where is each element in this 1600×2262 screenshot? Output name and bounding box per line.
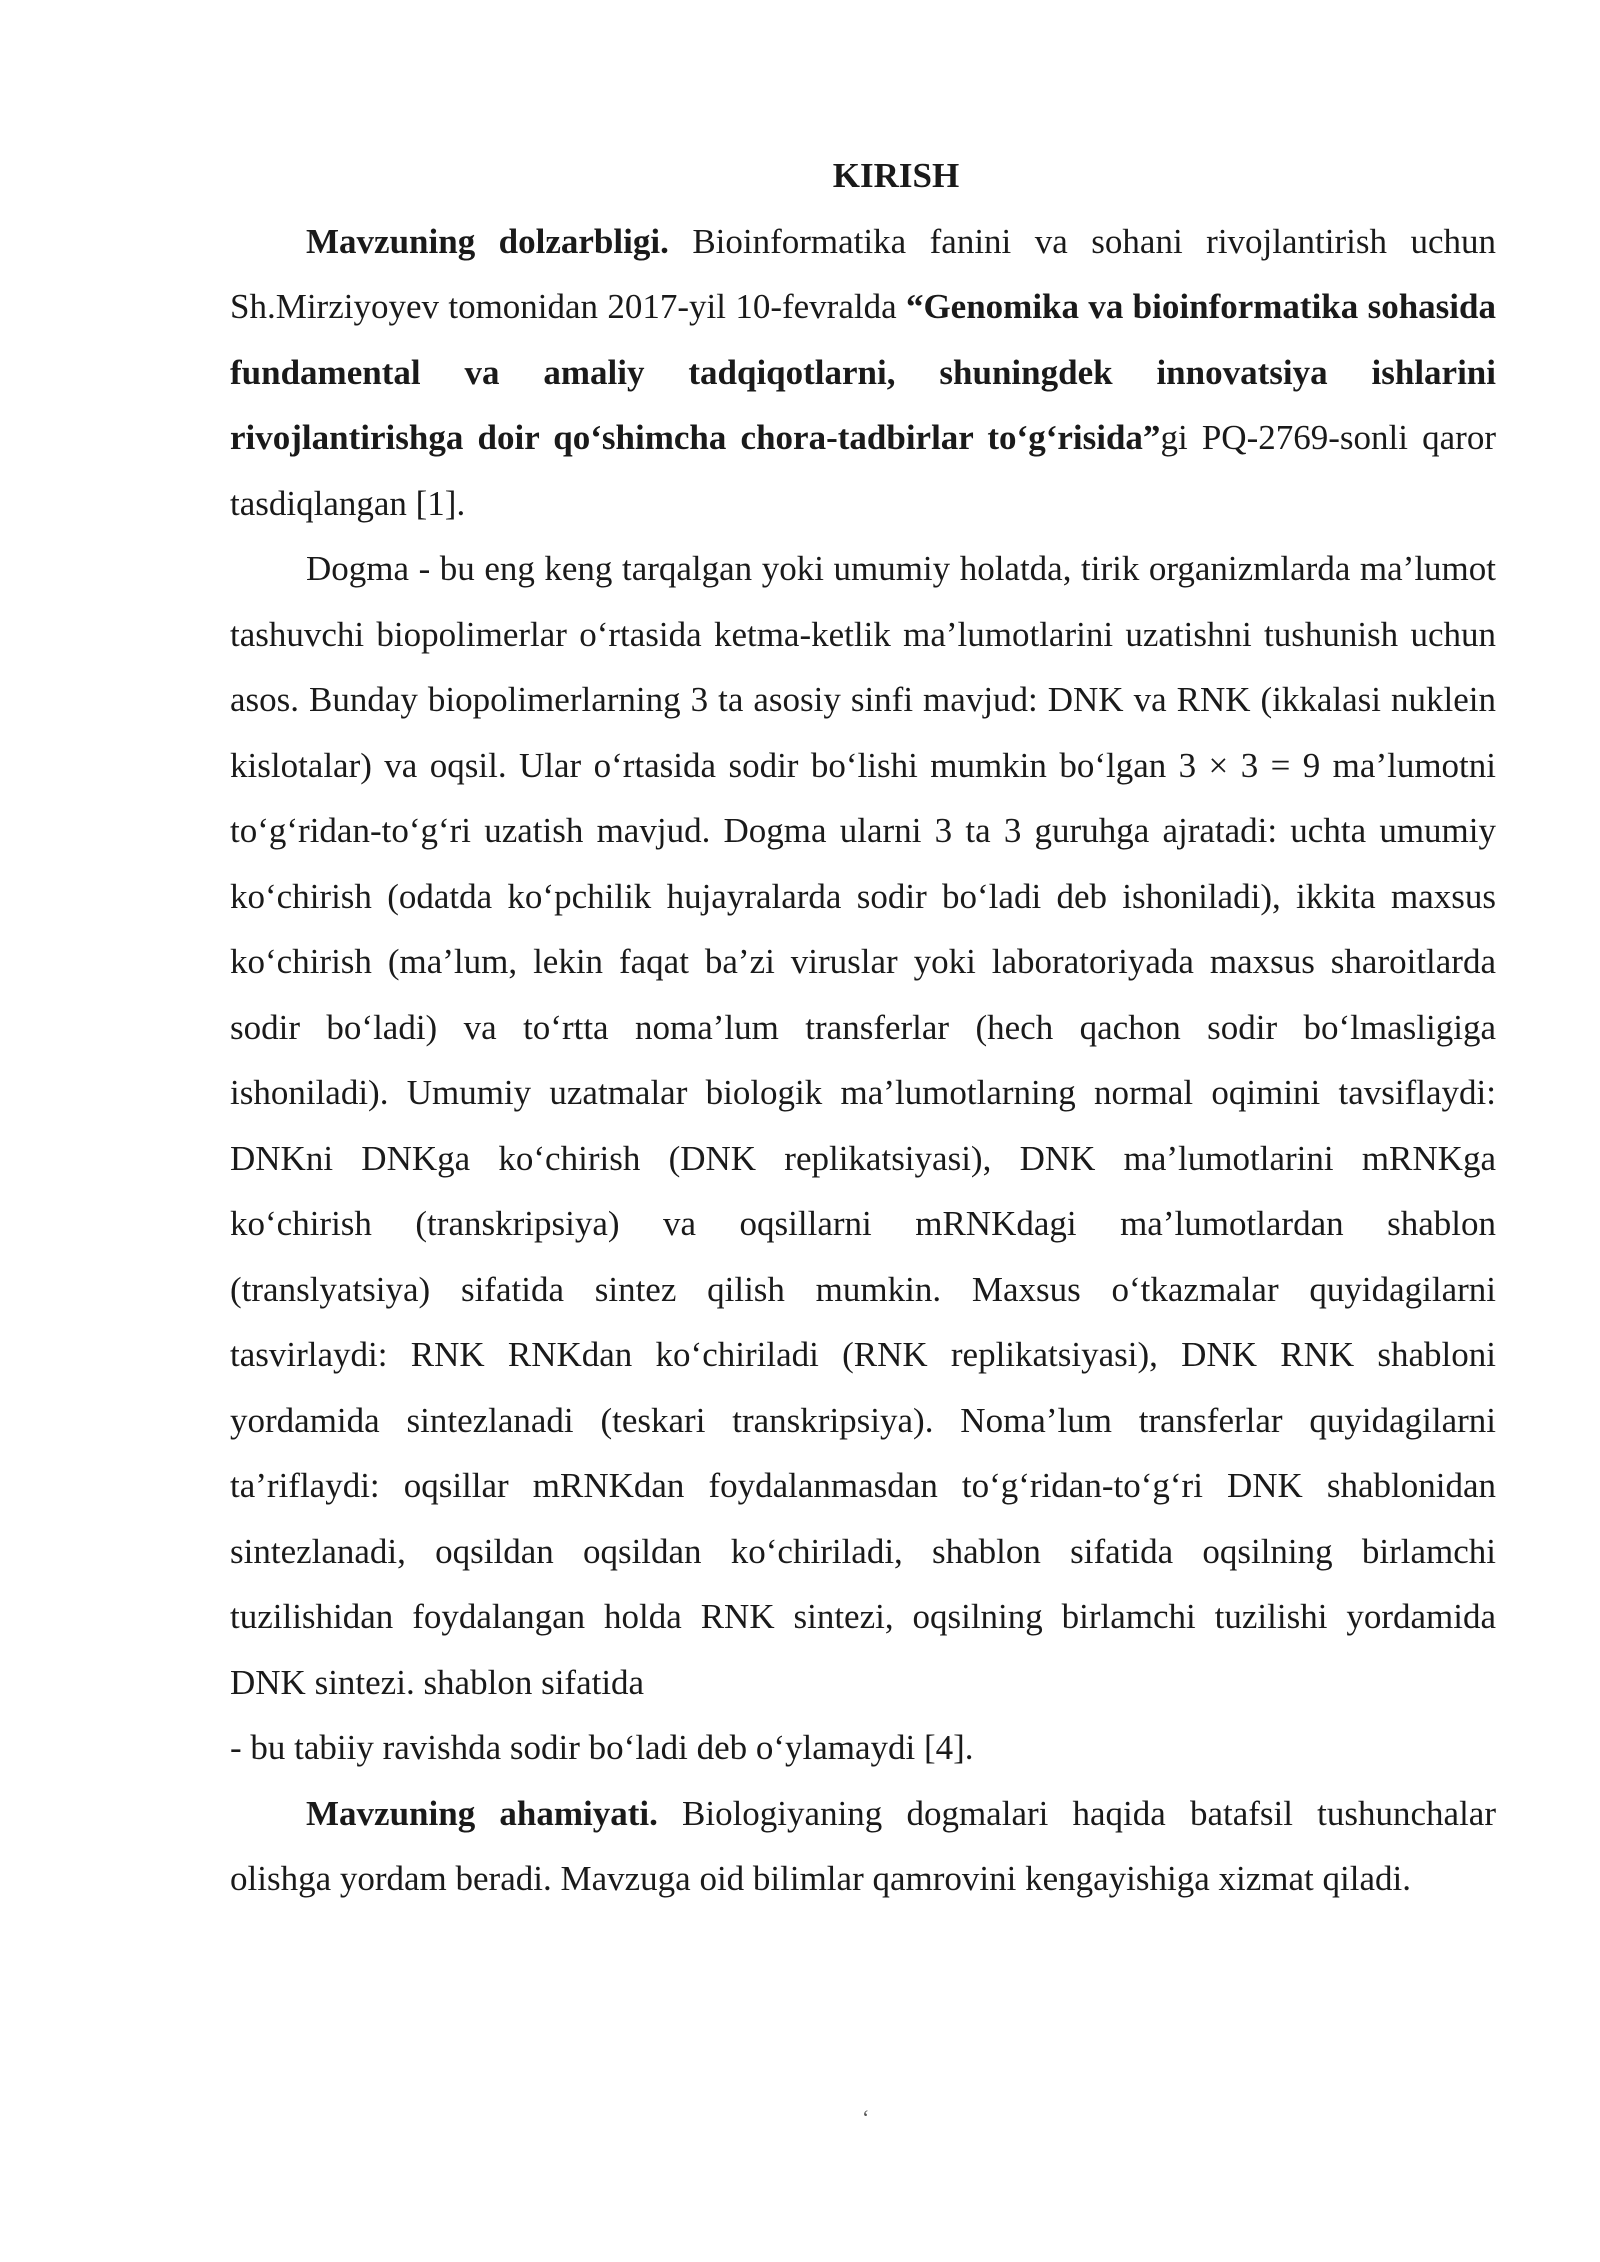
page-mark: ‘ — [862, 2105, 870, 2130]
significance-heading: Mavzuning ahamiyati. — [306, 1793, 658, 1833]
paragraph-relevance — [230, 209, 1496, 537]
relevance-text-2: gi PQ-2769-sonli qaror tasdiqlangan [1]. — [230, 418, 1496, 523]
page-title: KIRISH — [832, 156, 960, 195]
document-page — [230, 143, 1496, 1912]
paragraph-dogma: Dogma - bu eng keng tarqalgan yoki umumiy holatda, tirik organizmlarda ma’lumot tashuvchi biopolimerlar o‘rtasida ketma-ketlik ma’lumotlarini uzatishni tushunish uchun asos. Bunday biopolimerlarning 3 ta asosiy sinfi mavjud: DNK va RNK (ikkalasi nuklein kislotalar) va oqsil. Ular o‘rtasida sodir bo‘lishi mumkin bo‘lgan 3 × 3 = 9 ma’lumotni to‘g‘ridan-to‘g‘ri uzatish mavjud. Dogma ularni 3 ta 3 guruhga ajratadi: uchta umumiy ko‘chirish (odatda ko‘pchilik hujayralarda sodir bo‘ladi deb ishoniladi), ikkita maxsus ko‘chirish (ma’lum, lekin faqat ba’zi viruslar yoki laboratoriyada maxsus sharoitlarda sodir bo‘ladi) va to‘rtta noma’lum transferlar (hech qachon sodir bo‘lmasligiga ishoniladi). Umumiy uzatmalar biologik ma’lumotlarning normal oqimini tavsiflaydi: DNKni DNKga ko‘chirish (DNK replikatsiyasi), DNK ma’lumotlarini mRNKga ko‘chirish (transkripsiya) va oqsillarni mRNKdagi ma’lumotlardan shablon (translyatsiya) sifatida sintez qilish mumkin. Maxsus o‘tkazmalar quyidagilarni tasvirlaydi: RNK RNKdan ko‘chiriladi (RNK replikatsiyasi), DNK RNK shabloni yordamida sintezlanadi (teskari transkripsiya). Noma’lum transferlar quyidagilarni ta’riflaydi: oqsillar mRNKdan foydalanmasdan to‘g‘ridan-to‘g‘ri DNK shablonidan sintezlanadi, oqsildan oqsildan ko‘chiriladi, shablon sifatida oqsilning birlamchi tuzilishidan foydalangan holda RNK sintezi, oqsilning birlamchi tuzilishi yordamida DNK sintezi. shablon sifatida — [230, 549, 1496, 1702]
decree-title: “Genomika va bioinformatika sohasida fundamental va amaliy tadqiqotlarni, shuningdek innovatsiya ishlarini rivojlantirishga doir qo‘shimcha chora-tadbirlar to‘g‘risida” — [230, 287, 1496, 457]
significance-text: Biologiyaning dogmalari haqida batafsil tushunchalar olishga yordam beradi. Mavzuga oid bilimlar qamrovini kengayishiga xizmat qiladi. — [230, 1793, 1497, 1898]
paragraph-dogma-end: - bu tabiiy ravishda sodir bo‘ladi deb o‘ylamaydi [4]. — [230, 1728, 974, 1767]
relevance-heading: Mavzuning dolzarbligi. — [306, 221, 669, 261]
relevance-text-1: Bioinformatika fanini va sohani rivojlantirish uchun Sh.Mirziyoyev tomonidan 2017-yil 10-fevralda — [230, 221, 1496, 326]
paragraph-significance — [230, 1781, 1496, 1912]
